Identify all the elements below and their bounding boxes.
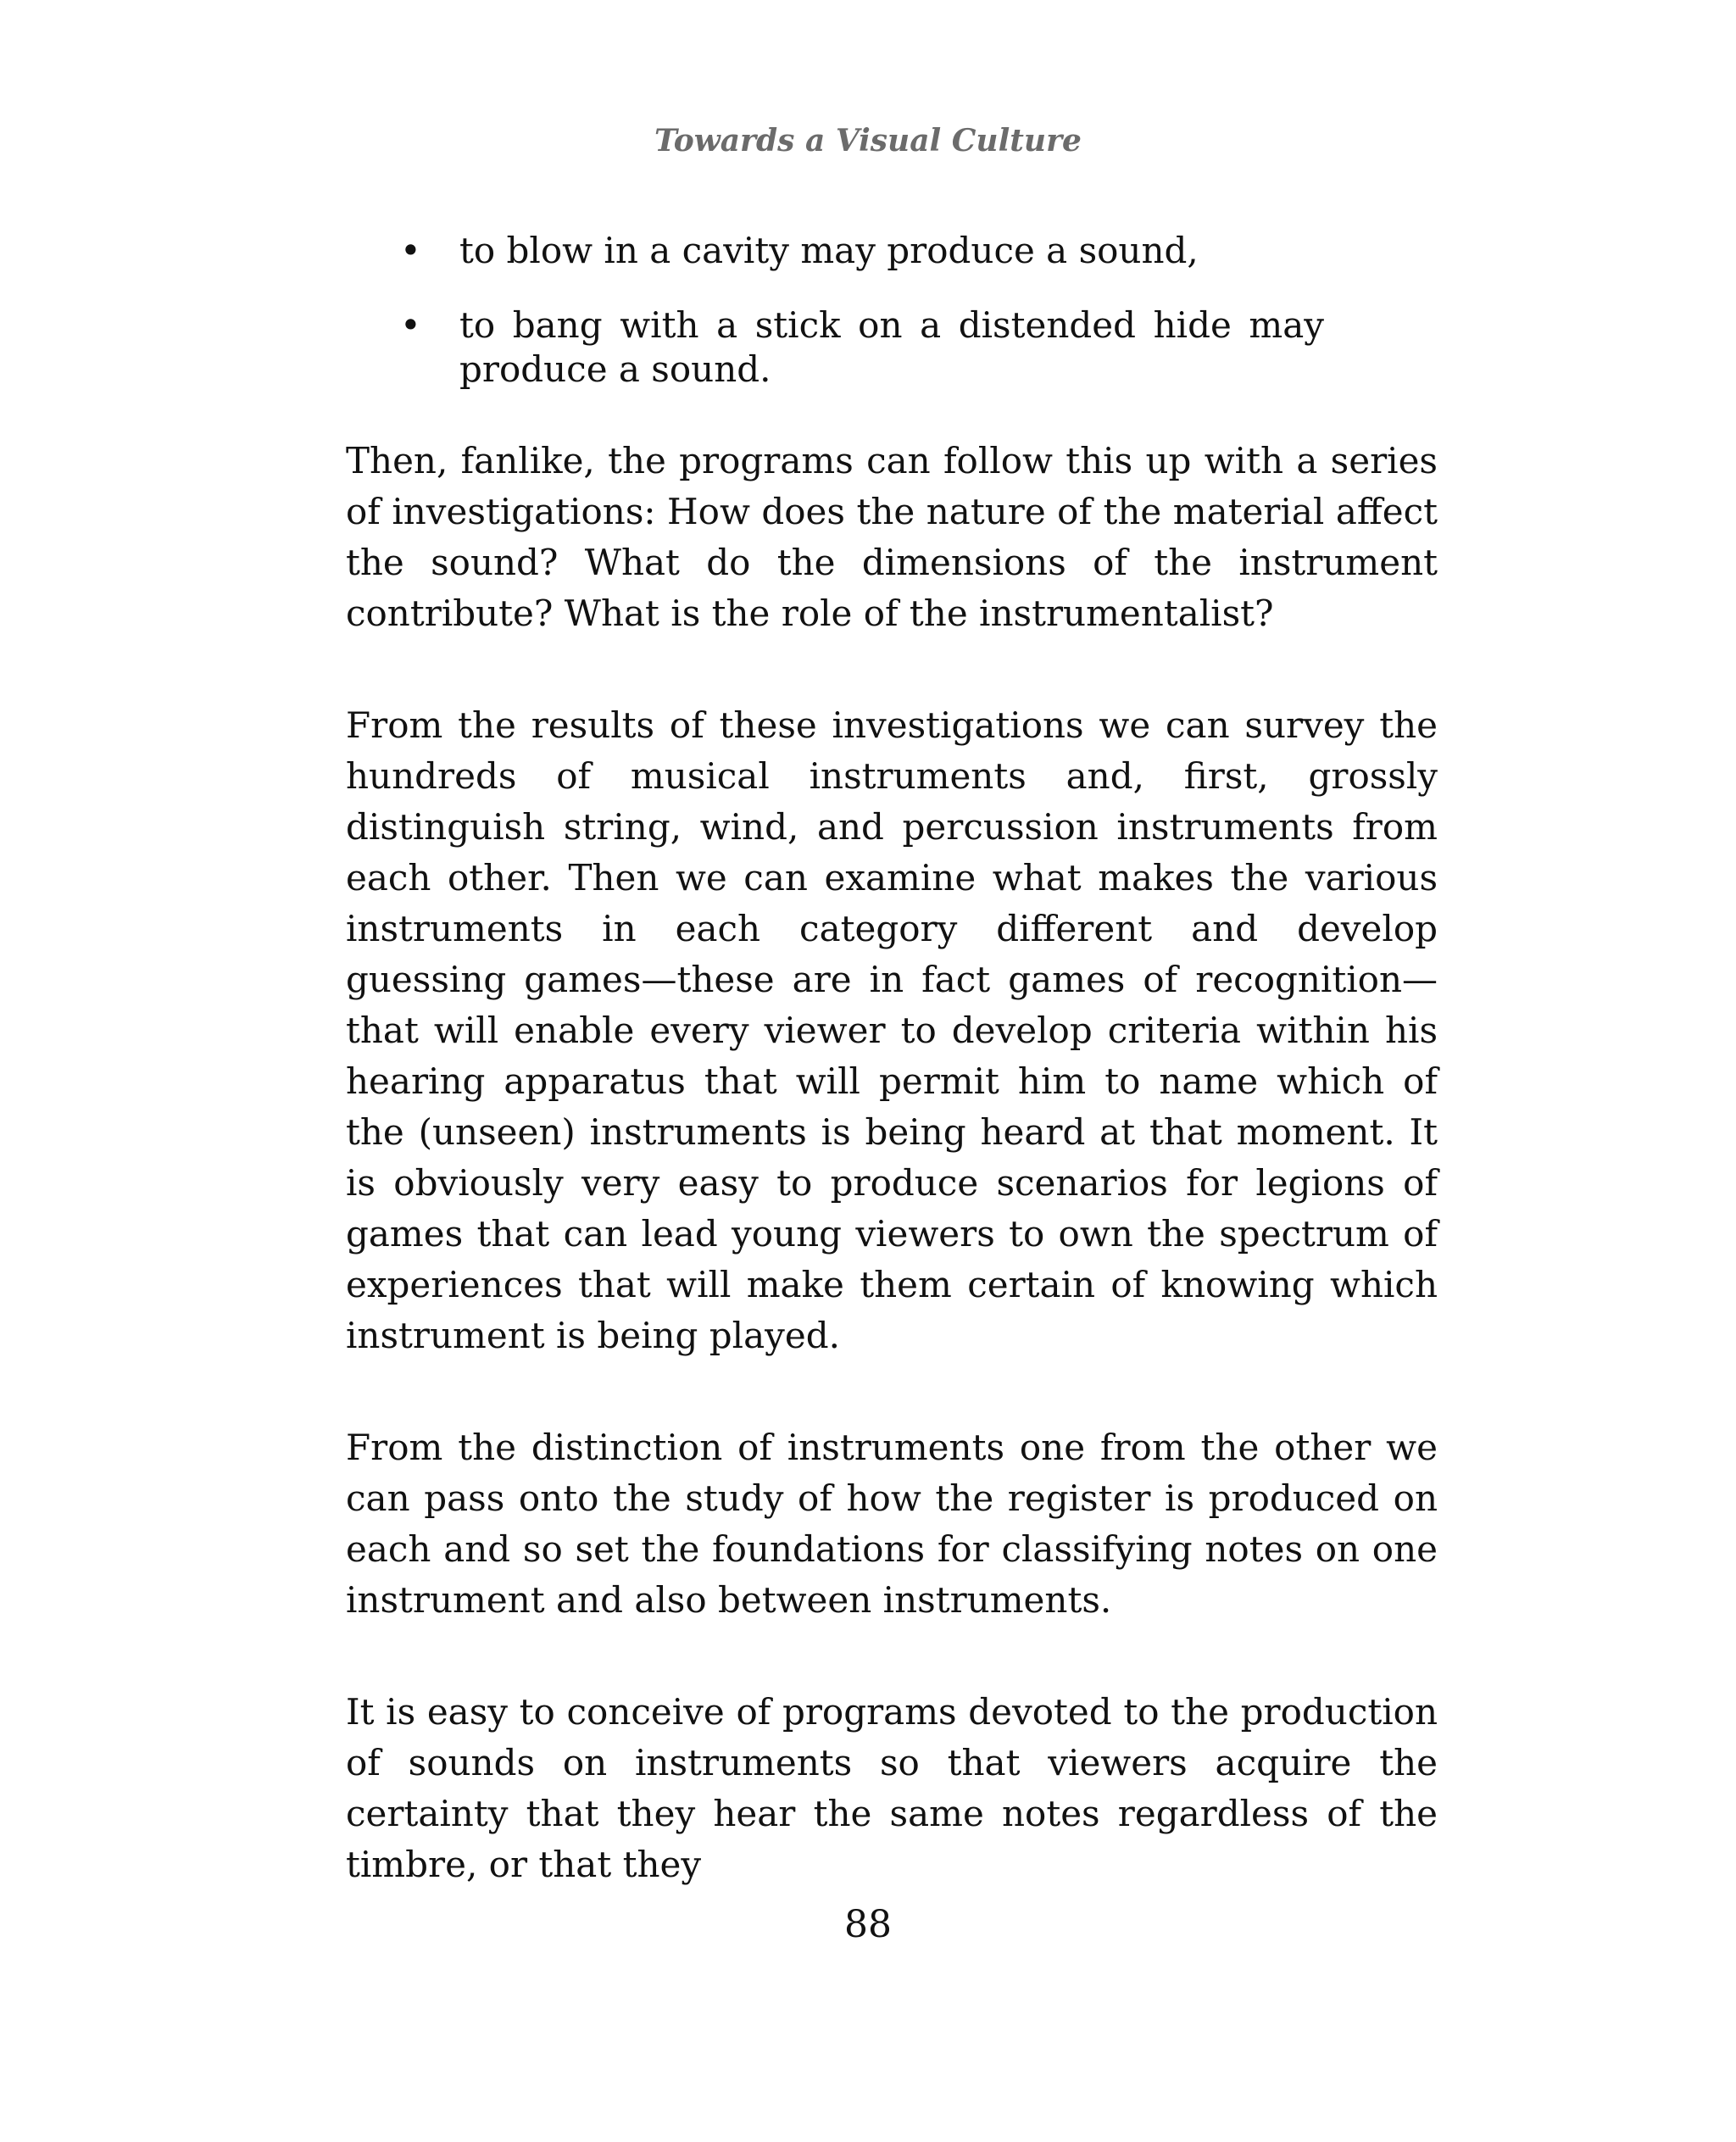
paragraph: From the distinction of instruments one from the other we can pass onto the study of how the register is produced on each and so set the foundations for classifying notes on one instrument and also between instruments.: [346, 1427, 1438, 1621]
bullet-mark: •: [400, 230, 421, 271]
bullet-list: [346, 229, 1438, 392]
bullet-item: [346, 229, 1438, 273]
page-number: 88: [844, 1903, 892, 1946]
running-head-title: Towards a Visual Culture: [654, 123, 1082, 159]
paragraph: From the results of these investigations we can survey the hundreds of musical instruments and, first, grossly distinguish string, wind, and percussion instruments from each other. Then we can examine what makes the various instruments in each category different and develop guessing games—these are in fact games of recognition—that will enable every viewer to develop criteria within his hearing apparatus that will permit him to name which of the (unseen) instruments is being heard at that moment. It is obviously very easy to produce scenarios for legions of games that can lead young viewers to own the spectrum of experiences that will make them certain of knowing which instrument is being played.: [346, 704, 1438, 1356]
bullet-mark: •: [400, 304, 421, 346]
bullet-text: to blow in a cavity may produce a sound,: [459, 230, 1199, 271]
bullet-item: [346, 303, 1438, 392]
paragraph: It is easy to conceive of programs devoted to the production of sounds on instruments so that viewers acquire the certainty that they hear the same notes regardless of the timbre, or that they: [346, 1691, 1438, 1885]
paragraph: Then, fanlike, the programs can follow this up with a series of investigations: How does the nature of the material affect the sound? What do the dimensions of the instrument contribute? What is the role of the instrumentalist?: [346, 440, 1438, 634]
bullet-text: to bang with a stick on a distended hide may produce a sound.: [459, 304, 1324, 390]
page-body: [346, 229, 1438, 1951]
